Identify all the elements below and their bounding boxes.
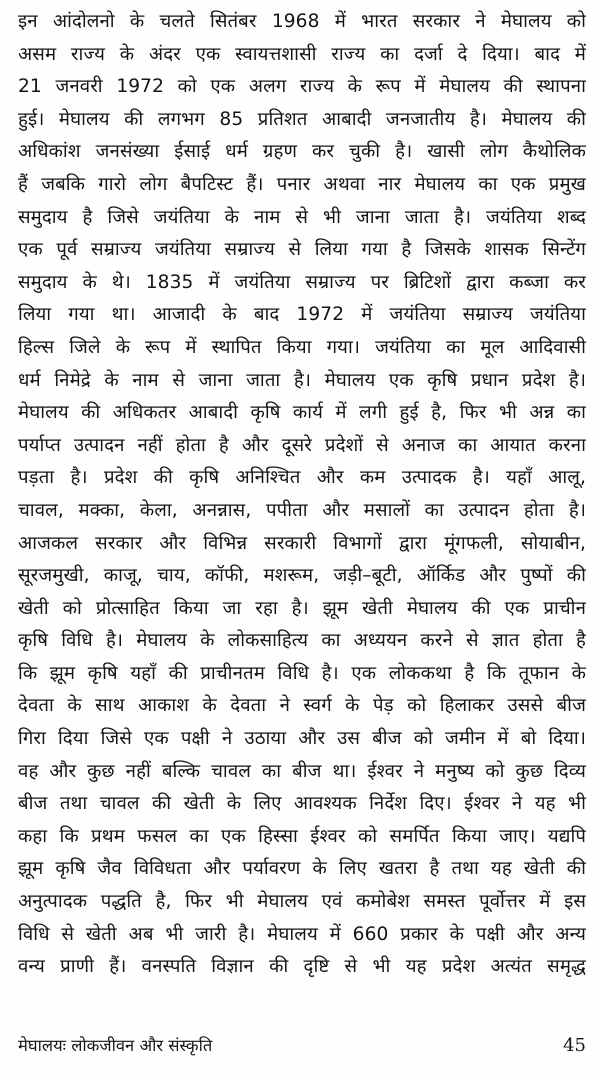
- text-line: लिया गया था। आजादी के बाद 1972 में जयंतिया सम्राज्य जयंतिया: [18, 304, 586, 326]
- text-line: अनुत्पादक पद्धति है, फिर भी मेघालय एवं कमोबेश समस्त पूर्वोत्तर में इस: [18, 891, 586, 913]
- text-line: कि झूम कृषि यहाँ की प्राचीनतम विधि है। एक लोककथा है कि तूफान के: [18, 662, 586, 684]
- text-line: समुदाय के थे। 1835 में जयंतिया सम्राज्य पर ब्रिटिशों द्वारा कब्जा कर: [18, 271, 586, 293]
- body-text: [18, 6, 586, 984]
- text-line: वन्य प्राणी हैं। वनस्पति विज्ञान की दृष्टि से भी यह प्रदेश अत्यंत समृद्ध: [18, 956, 586, 978]
- text-line: हुई। मेघालय की लगभग 85 प्रतिशत आबादी जनजातीय है। मेघालय की: [18, 108, 586, 130]
- text-line: चावल, मक्का, केला, अनन्नास, पपीता और मसालों का उत्पादन होता है।: [18, 499, 586, 521]
- text-line: देवता के साथ आकाश के देवता ने स्वर्ग के पेड़ को हिलाकर उससे बीज: [18, 695, 586, 717]
- text-line: कहा कि प्रथम फसल का एक हिस्सा ईश्वर को समर्पित किया जाए। यद्यपि: [18, 825, 586, 847]
- text-line: समुदाय है जिसे जयंतिया के नाम से भी जाना जाता है। जयंतिया शब्द: [18, 206, 586, 228]
- text-line: सूरजमुखी, काजू, चाय, कॉफी, मशरूम, जड़ी–बूटी, ऑर्किड और पुष्पों की: [18, 565, 586, 587]
- text-line: बीज तथा चावल की खेती के लिए आवश्यक निर्देश दिए। ईश्वर ने यह भी: [18, 793, 586, 815]
- text-line: 21 जनवरी 1972 को एक अलग राज्य के रूप में मेघालय की स्थापना: [18, 76, 586, 98]
- text-line: वह और कुछ नहीं बल्कि चावल का बीज था। ईश्वर ने मनुष्य को कुछ दिव्य: [18, 760, 586, 782]
- text-line: मेघालय की अधिकतर आबादी कृषि कार्य में लगी हुई है, फिर भी अन्न का: [18, 402, 586, 424]
- text-line: असम राज्य के अंदर एक स्वायत्तशासी राज्य का दर्जा दे दिया। बाद में: [18, 43, 586, 65]
- text-line: झूम कृषि जैव विविधता और पर्यावरण के लिए खतरा है तथा यह खेती की: [18, 858, 586, 880]
- text-line: खेती को प्रोत्साहित किया जा रहा है। झूम खेती मेघालय की एक प्राचीन: [18, 597, 586, 619]
- page-number: 45: [563, 1035, 586, 1056]
- text-line: इन आंदोलनो के चलते सितंबर 1968 में भारत सरकार ने मेघालय को: [18, 11, 586, 32]
- text-line: हैं जबकि गारो लोग बैपटिस्ट हैं। पनार अथवा नार मेघालय का एक प्रमुख: [18, 173, 586, 195]
- text-line: अधिकांश जनसंख्या ईसाई धर्म ग्रहण कर चुकी है। खासी लोग कैथोलिक: [18, 141, 586, 163]
- text-line: पड़ता है। प्रदेश की कृषि अनिश्चित और कम उत्पादक है। यहाँ आलू,: [18, 467, 586, 489]
- running-title: मेघालयः लोकजीवन और संस्कृति: [18, 1036, 213, 1055]
- text-line: पर्याप्त उत्पादन नहीं होता है और दूसरे प्रदेशों से अनाज का आयात करना: [18, 434, 586, 456]
- text-line: हिल्स जिले के रूप में स्थापित किया गया। जयंतिया का मूल आदिवासी: [18, 336, 586, 358]
- page-footer: [18, 1030, 586, 1061]
- text-line: कृषि विधि है। मेघालय के लोकसाहित्य का अध्ययन करने से ज्ञात होता है: [18, 630, 586, 652]
- text-line: गिरा दिया जिसे एक पक्षी ने उठाया और उस बीज को जमीन में बो दिया।: [18, 728, 586, 750]
- text-line: धर्म निमेद्रे के नाम से जाना जाता है। मेघालय एक कृषि प्रधान प्रदेश है।: [18, 369, 586, 391]
- text-line: आजकल सरकार और विभिन्न सरकारी विभागों द्वारा मूंगफली, सोयाबीन,: [18, 532, 586, 554]
- text-line: एक पूर्व सम्राज्य जयंतिया सम्राज्य से लिया गया है जिसके शासक सिन्टेंग: [18, 239, 586, 261]
- text-line: विधि से खेती अब भी जारी है। मेघालय में 660 प्रकार के पक्षी और अन्य: [18, 923, 586, 945]
